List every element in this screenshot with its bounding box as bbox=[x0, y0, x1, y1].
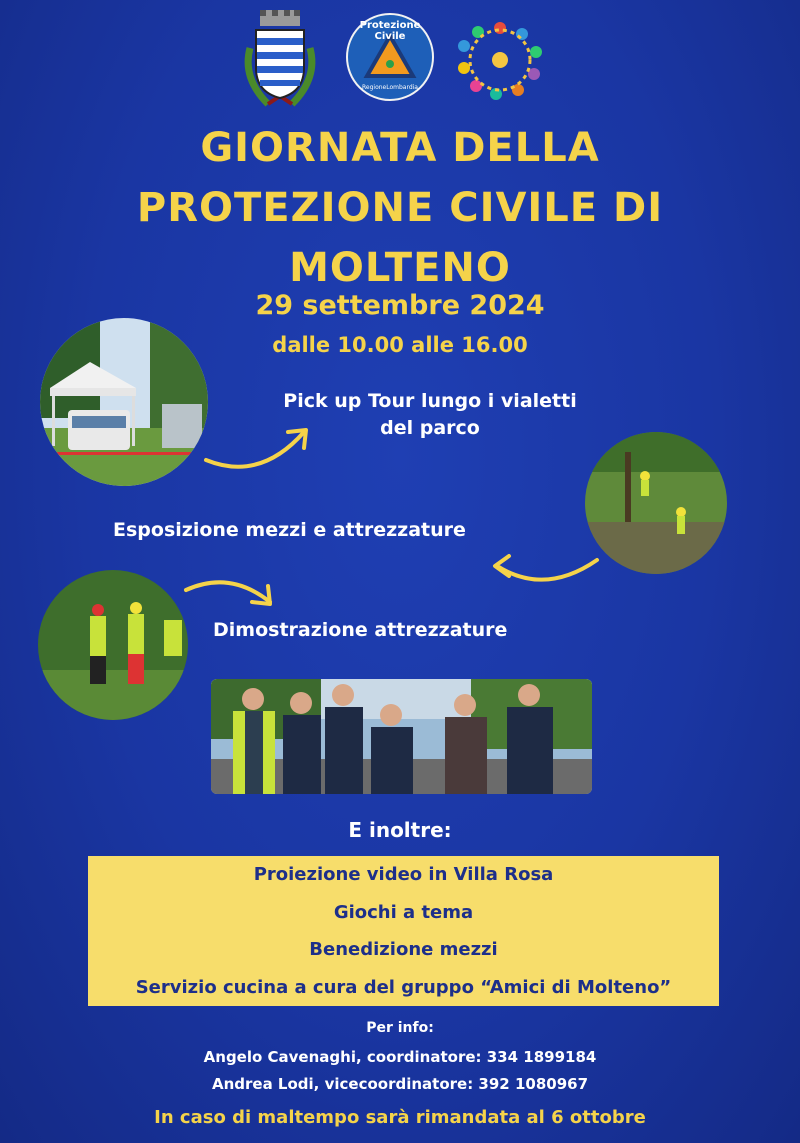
esposizione-text: Esposizione mezzi e attrezzature bbox=[113, 519, 466, 541]
dimostrazione-text: Dimostrazione attrezzature bbox=[213, 619, 508, 641]
weather-notice: In caso di maltempo sarà rimandata al 6 ottobre bbox=[154, 1107, 646, 1128]
event-hours: dalle 10.00 alle 16.00 bbox=[272, 333, 528, 357]
arrow-to-dimostrazione-icon bbox=[180, 574, 280, 610]
photo-tent-vehicle bbox=[40, 318, 208, 486]
protezione-civile-logo-text: Protezione Civile bbox=[359, 20, 421, 42]
extra-item: Proiezione video in Villa Rosa bbox=[253, 864, 554, 886]
photo-demonstration bbox=[38, 570, 188, 720]
municipal-crest-logo bbox=[238, 8, 322, 110]
photo-river-workers bbox=[585, 432, 727, 574]
contact-andrea: Andrea Lodi, vicecoordinatore: 392 1080967 bbox=[211, 1075, 589, 1093]
protezione-civile-logo bbox=[345, 12, 435, 102]
pickup-tour-line-1: Pick up Tour lungo i vialetti bbox=[283, 390, 577, 412]
regione-lombardia-text: RegioneLombardia bbox=[362, 84, 418, 91]
e-inoltre-heading: E inoltre: bbox=[348, 818, 452, 842]
extra-item: Benedizione mezzi bbox=[309, 939, 498, 961]
extra-item: Giochi a tema bbox=[333, 901, 474, 923]
info-heading: Per info: bbox=[366, 1020, 434, 1036]
title-line-1: GIORNATA DELLA bbox=[200, 125, 600, 171]
children-circle-logo bbox=[452, 18, 548, 102]
arrow-to-esposizione-icon bbox=[485, 552, 603, 592]
contact-angelo: Angelo Cavenaghi, coordinatore: 334 1899184 bbox=[203, 1048, 597, 1066]
title-line-3: MOLTENO bbox=[289, 245, 511, 291]
extras-box bbox=[88, 856, 719, 1006]
photo-volunteer-group bbox=[211, 679, 592, 794]
pickup-tour-line-2: del parco bbox=[380, 417, 480, 439]
title-line-2: PROTEZIONE CIVILE DI bbox=[136, 185, 664, 231]
event-title bbox=[0, 118, 800, 298]
event-date: 29 settembre 2024 bbox=[255, 290, 545, 321]
extra-item: Servizio cucina a cura del gruppo “Amici di Molteno” bbox=[135, 976, 672, 998]
arrow-to-pickup-icon bbox=[200, 422, 320, 474]
